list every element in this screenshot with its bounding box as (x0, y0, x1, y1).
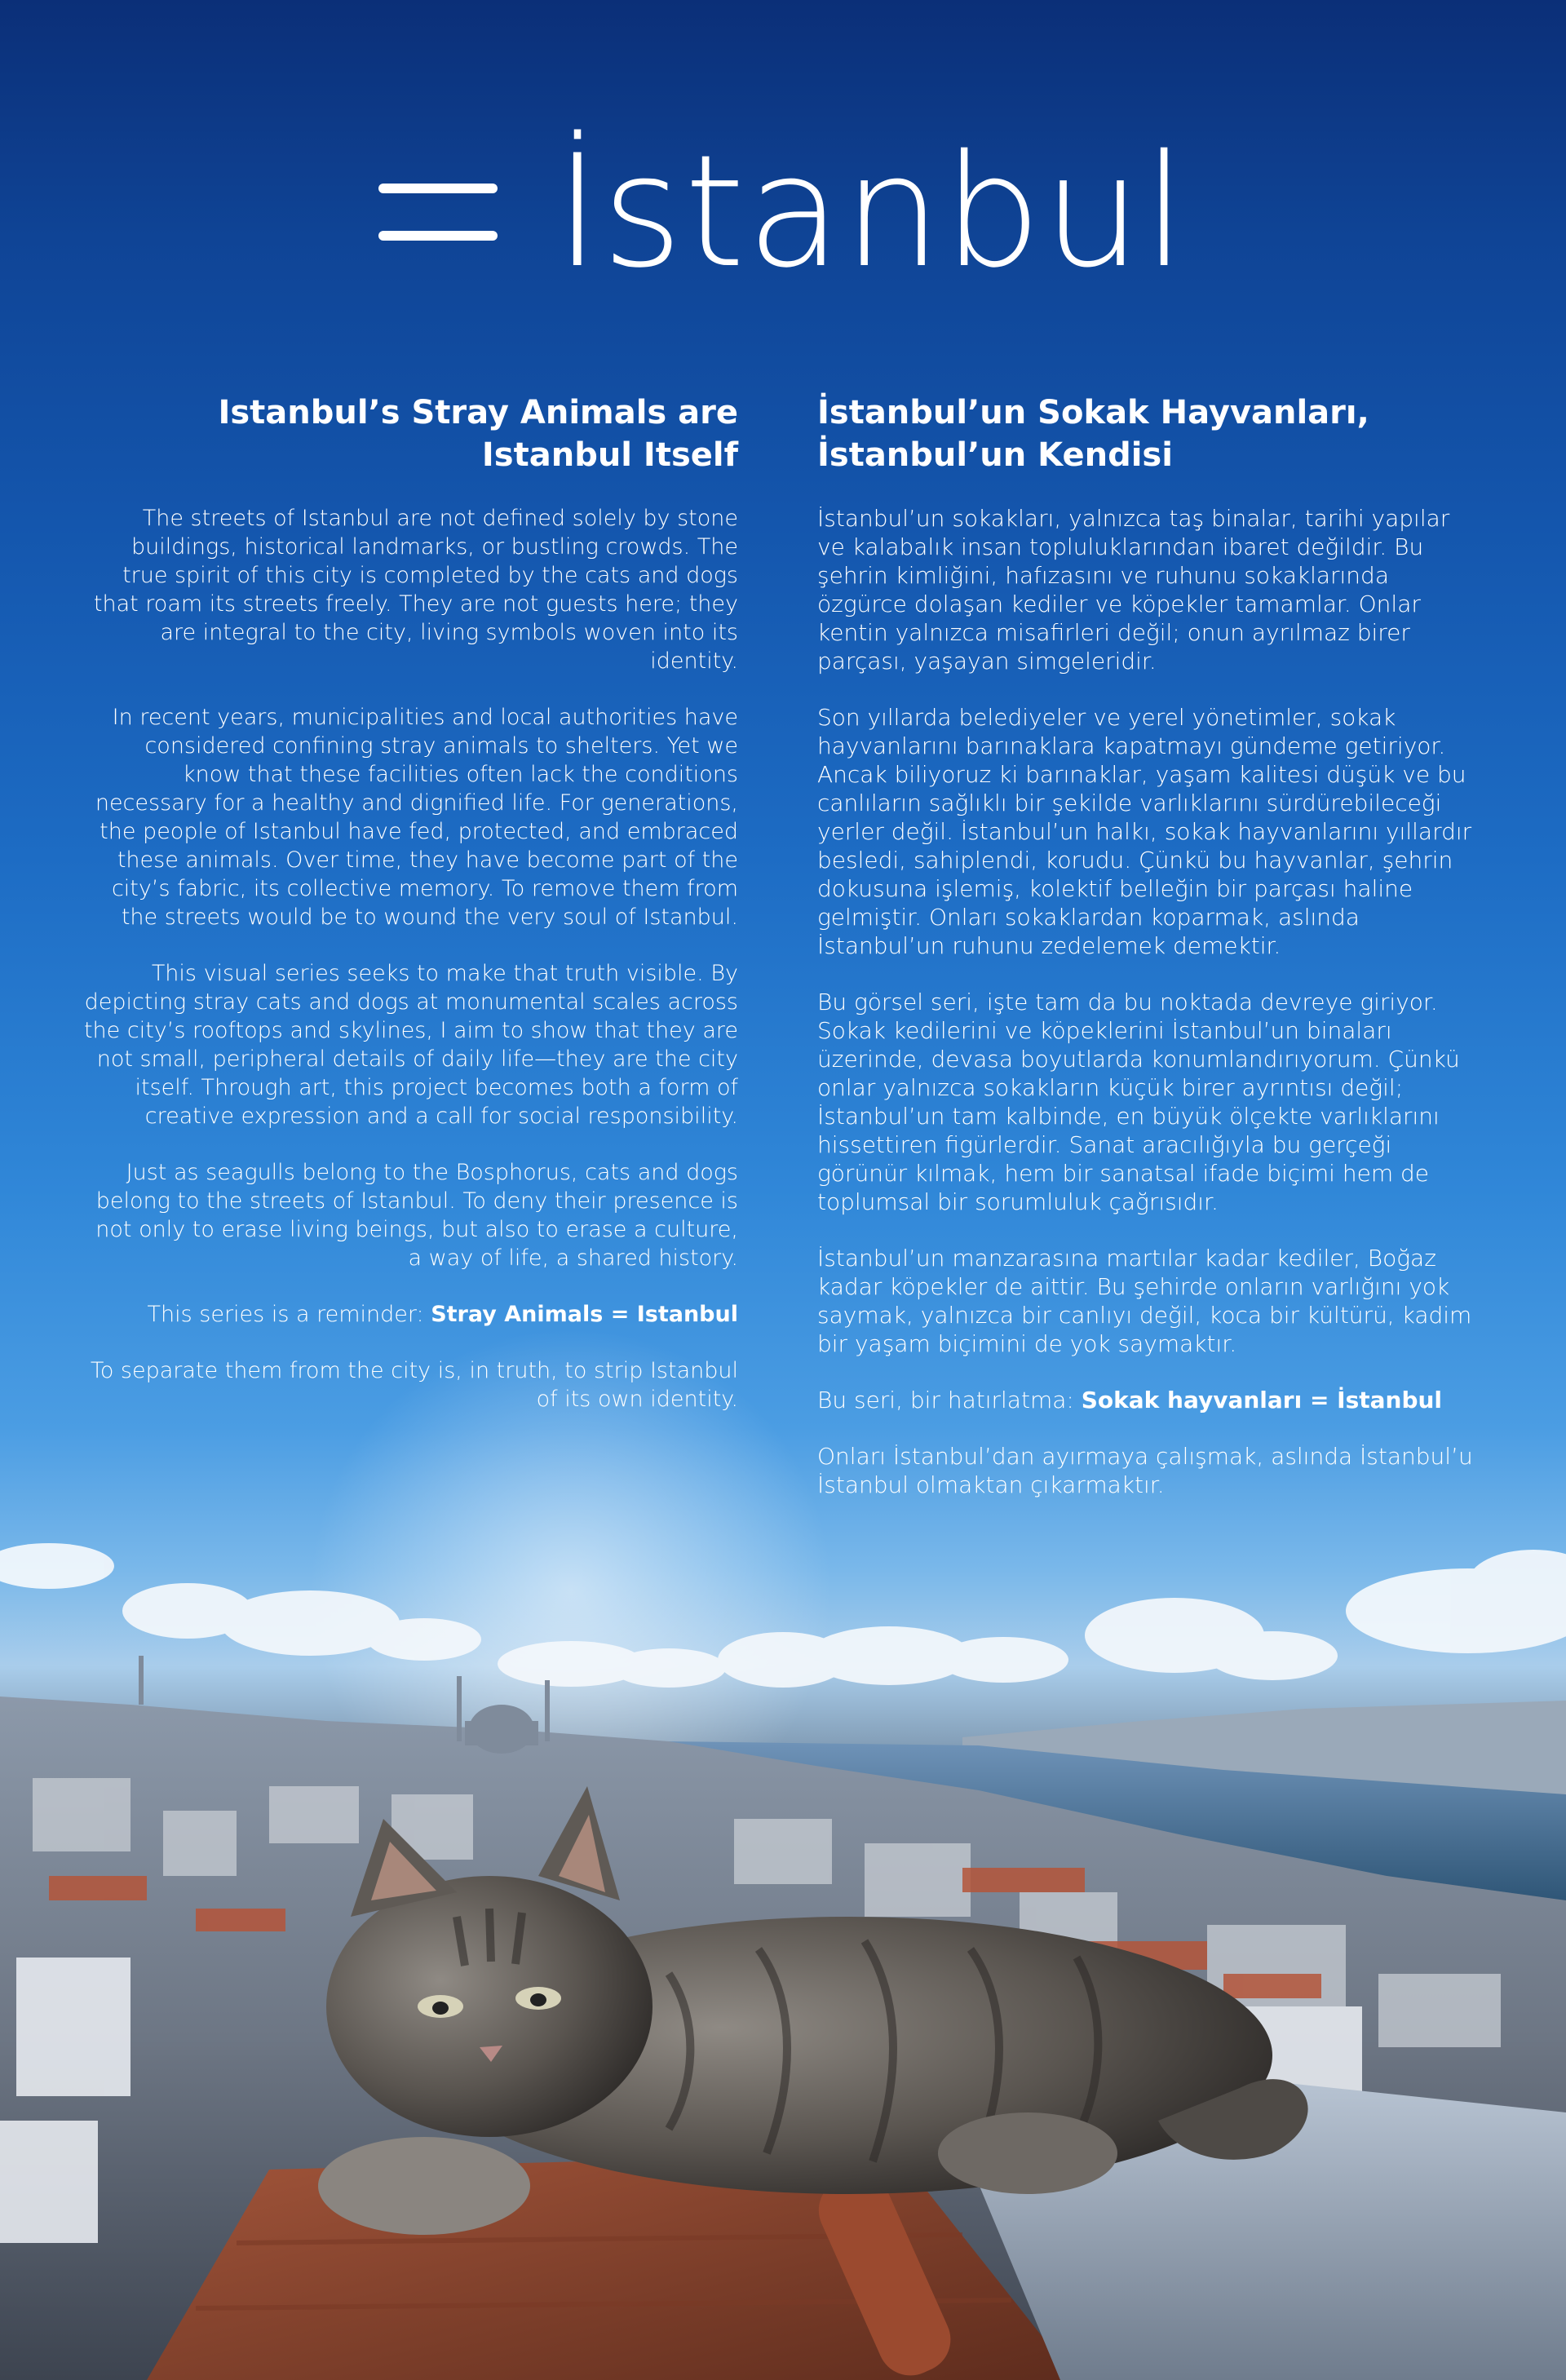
turkish-reminder-bold: Sokak hayvanları = İstanbul (1081, 1387, 1443, 1413)
turkish-paragraph-3: Bu görsel seri, işte tam da bu noktada devreye giriyor. Sokak kedilerini ve köpeklerini İstanbul’un binaları üzerinde, devasa boyutlarda konumlandırıyorum. Çünkü onlar yalnızca sokakların küçük birer ayrıntısı değil; İstanbul’un tam kalbinde, en büyük ölçekte varlıklarını hissettiren figürlerdir. Sanat aracılığıyla bu gerçeği görünür kılmak, hem bir sanatsal ifade biçimi hem de toplumsal bir sorumluluk çağrısıdır. (817, 989, 1460, 1215)
turkish-closing: Onları İstanbul’dan ayırmaya çalışmak, aslında İstanbul’u İstanbul olmaktan çıkarmaktır. (817, 1443, 1473, 1498)
english-column (82, 392, 738, 1441)
english-closing: To separate them from the city is, in truth, to strip Istanbul of its own identity. (90, 1358, 738, 1412)
english-paragraph-3: This visual series seeks to make that truth visible. By depicting stray cats and dogs at monumental scales across the city’s rooftops and skylines, I aim to show that they are not small, peripheral details of daily life—they are the city itself. Through art, this project becomes both a form of creative expression and a call for social responsibility. (83, 961, 738, 1129)
title-block (0, 122, 1566, 302)
english-reminder-bold: Stray Animals = Istanbul (431, 1302, 738, 1327)
turkish-column (817, 392, 1474, 1527)
turkish-reminder-prefix: Bu seri, bir hatırlatma: (817, 1387, 1082, 1413)
turkish-reminder (817, 1386, 1474, 1414)
turkish-heading: İstanbul’un Sokak Hayvanları, İstanbul’un Kendisi (817, 394, 1369, 474)
equals-mark-icon (378, 184, 498, 241)
english-heading: Istanbul’s Stray Animals are Istanbul Itself (218, 394, 738, 474)
english-reminder-prefix: This series is a reminder: (147, 1302, 431, 1327)
turkish-paragraph-1: İstanbul’un sokakları, yalnızca taş binalar, tarihi yapılar ve kalabalık insan topluluklarından ibaret değildir. Bu şehrin kimliğini, hafızasını ve ruhunu sokaklarında özgürce dolaşan kediler ve köpekler tamamlar. Onlar kentin yalnızca misafirleri değil; onun ayrılmaz birer parçası, yaşayan simgeleridir. (817, 505, 1450, 675)
english-paragraph-4: Just as seagulls belong to the Bosphorus, cats and dogs belong to the streets of Istanbul. To deny their presence is not only to erase living beings, but also to erase a culture, a way of life, a shared history. (95, 1160, 738, 1271)
english-reminder (82, 1300, 738, 1329)
page-title: İstanbul (554, 122, 1188, 302)
english-paragraph-2: In recent years, municipalities and local authorities have considered confining stray animals to shelters. Yet we know that these facilities often lack the conditions necessary for a healthy and dignified life. For generations, the people of Istanbul have fed, protected, and embraced these animals. Over time, they have become part of the city’s fabric, its collective memory. To remove them from the streets would be to wound the very soul of Istanbul. (95, 705, 738, 930)
turkish-paragraph-2: Son yıllarda belediyeler ve yerel yönetimler, sokak hayvanlarını barınaklara kapatmayı gündeme getiriyor. Ancak biliyoruz ki barınaklar, yaşam kalitesi düşük ve bu canlıların sağlıklı bir şekilde varlıklarını sürdürebileceği yerler değil. İstanbul’un halkı, sokak hayvanlarını yıllardır besledi, sahiplendi, korudu. Çünkü bu hayvanlar, şehrin dokusuna işlemiş, kolektif belleğin bir parçası haline gelmiştir. Onları sokaklardan koparmak, aslında İstanbul’un ruhunu zedelemek demektir. (817, 704, 1472, 959)
turkish-paragraph-4: İstanbul’un manzarasına martılar kadar kediler, Boğaz kadar köpekler de aittir. Bu şehirde onların varlığını yok saymak, yalnızca bir canlıyı değil, koca bir kültürü, kadim bir yaşam biçimini de yok saymaktır. (817, 1245, 1472, 1357)
english-paragraph-1: The streets of Istanbul are not defined solely by stone buildings, historical landmarks, or bustling crowds. The true spirit of this city is completed by the cats and dogs that roam its streets freely. They are not guests here; they are integral to the city, living symbols woven into its identity. (93, 506, 738, 674)
